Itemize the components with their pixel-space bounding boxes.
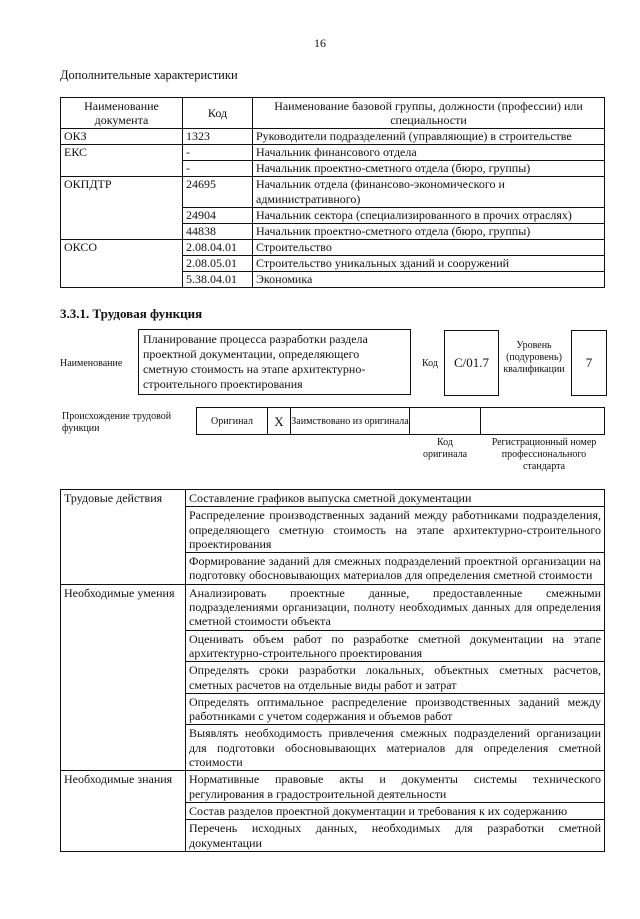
table-header-row xyxy=(61,98,605,129)
name-cell: Начальник проектно-сметного отдела (бюро, группы) xyxy=(253,161,605,177)
borrowed-cell: Заимствовано из оригинала xyxy=(290,407,410,435)
code-cell: - xyxy=(183,161,253,177)
name-cell: Руководители подразделений (управляющие) в строительстве xyxy=(253,129,605,145)
function-code-label: Код xyxy=(422,358,438,369)
table-row xyxy=(61,240,605,256)
function-code: С/01.7 xyxy=(444,330,499,396)
table-row xyxy=(61,490,605,507)
code-original-label: Код оригинала xyxy=(422,437,468,460)
doc-cell xyxy=(61,256,183,272)
list-item: Выявлять необходимость привлечения смежных подразделений организации для подготовки обосновывающих материалов для определения сметной стоимости xyxy=(186,725,605,771)
list-item: Определять сроки разработки локальных, объектных сметных расчетов, сметных расчетов на отдельные виды работ и затрат xyxy=(186,662,605,694)
doc-cell: ОКСО xyxy=(61,240,183,256)
reg-number-label: Регистрационный номер профессионального стандарта xyxy=(491,437,597,472)
list-item: Анализировать проектные данные, предоставленные смежными подразделениями организации, полноту необходимых данных для определения сметной стоимости объекта xyxy=(186,584,605,630)
labor-function-table xyxy=(60,489,605,852)
function-title: Планирование процесса разработки раздела проектной документации, определяющего сметную стоимость на этапе архитектурно-строительного проектирования xyxy=(138,329,411,395)
code-original-box xyxy=(409,407,481,435)
labor-actions-label: Трудовые действия xyxy=(61,490,186,585)
list-item: Нормативные правовые акты и документы системы технического регулирования в градостроительной деятельности xyxy=(186,771,605,803)
code-cell: 5.38.04.01 xyxy=(183,272,253,288)
origin-label: Происхождение трудовой функции xyxy=(62,411,172,434)
reg-number-box xyxy=(480,407,605,435)
table-row xyxy=(61,208,605,224)
code-cell: 24904 xyxy=(183,208,253,224)
header-document: Наименование документа xyxy=(61,98,183,129)
skills-label: Необходимые умения xyxy=(61,584,186,771)
doc-cell xyxy=(61,208,183,224)
table-row xyxy=(61,256,605,272)
code-cell: 1323 xyxy=(183,129,253,145)
list-item: Определять оптимальное распределение производственных заданий между работниками с учетом содержания и объемов работ xyxy=(186,693,605,725)
table-row xyxy=(61,145,605,161)
doc-cell: ОКПДТР xyxy=(61,177,183,208)
name-cell: Начальник сектора (специализированного в прочих отраслях) xyxy=(253,208,605,224)
table-row xyxy=(61,129,605,145)
doc-cell xyxy=(61,224,183,240)
qualification-level-label: Уровень (подуровень) квалификации xyxy=(503,340,565,375)
list-item: Составление графиков выпуска сметной документации xyxy=(186,490,605,507)
list-item: Оценивать объем работ по разработке сметной документации на этапе архитектурно-строительного проектирования xyxy=(186,630,605,662)
original-cell: Оригинал xyxy=(196,407,268,435)
knowledge-label: Необходимые знания xyxy=(61,771,186,851)
table-row xyxy=(61,272,605,288)
header-group-name: Наименование базовой группы, должности (профессии) или специальности xyxy=(253,98,605,129)
table-row xyxy=(61,771,605,803)
doc-cell xyxy=(61,161,183,177)
section-title: 3.3.1. Трудовая функция xyxy=(60,306,203,321)
qualification-level: 7 xyxy=(571,330,607,396)
code-cell: 2.08.04.01 xyxy=(183,240,253,256)
origin-row xyxy=(196,407,605,435)
code-cell: 2.08.05.01 xyxy=(183,256,253,272)
code-cell: 24695 xyxy=(183,177,253,208)
table-row xyxy=(61,177,605,208)
doc-cell xyxy=(61,272,183,288)
additional-characteristics-table xyxy=(60,97,605,288)
doc-cell: ЕКС xyxy=(61,145,183,161)
list-item: Формирование заданий для смежных подразделений проектной организации на подготовку обосновывающих материалов для определения сметной стоимости xyxy=(186,553,605,585)
list-item: Перечень исходных данных, необходимых для разработки сметной документации xyxy=(186,820,605,852)
additional-characteristics-title: Дополнительные характеристики xyxy=(60,68,238,82)
function-name-label: Наименование xyxy=(60,358,123,369)
doc-cell: ОКЗ xyxy=(61,129,183,145)
table-row xyxy=(61,584,605,630)
list-item: Состав разделов проектной документации и требования к их содержанию xyxy=(186,802,605,819)
table-row xyxy=(61,224,605,240)
code-cell: - xyxy=(183,145,253,161)
name-cell: Экономика xyxy=(253,272,605,288)
code-cell: 44838 xyxy=(183,224,253,240)
name-cell: Строительство xyxy=(253,240,605,256)
name-cell: Строительство уникальных зданий и сооружений xyxy=(253,256,605,272)
name-cell: Начальник отдела (финансово-экономического и административного) xyxy=(253,177,605,208)
page-number: 16 xyxy=(314,36,326,50)
name-cell: Начальник финансового отдела xyxy=(253,145,605,161)
table-row xyxy=(61,161,605,177)
original-mark: X xyxy=(267,407,291,435)
list-item: Распределение производственных заданий между работниками подразделения, определяющего сметную стоимость на этапе архитектурно-строительного проектирования xyxy=(186,507,605,553)
header-code: Код xyxy=(183,98,253,129)
name-cell: Начальник проектно-сметного отдела (бюро, группы) xyxy=(253,224,605,240)
